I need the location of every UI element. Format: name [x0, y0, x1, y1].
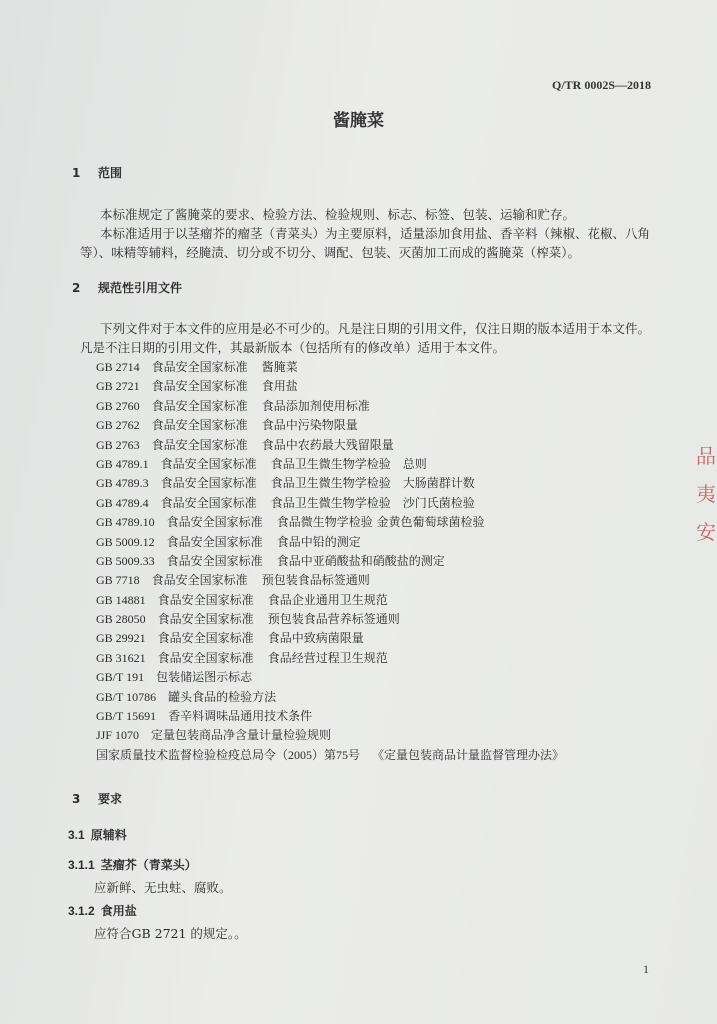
- section-1-heading: [72, 164, 122, 181]
- section-number: 1: [72, 166, 81, 180]
- reference-code: GB/T 15691: [96, 709, 157, 724]
- reference-title: 食品安全国家标准: [151, 437, 248, 452]
- reference-subtitle: 食品卫生微生物学检验 总则: [270, 456, 427, 471]
- reference-title: 食品安全国家标准: [151, 379, 248, 394]
- subsection-number: 3.1.1: [68, 858, 95, 872]
- stamp-char: 安: [696, 520, 716, 544]
- reference-title: 《定量包装商品计量监督管理办法》: [372, 747, 565, 762]
- reference-title: 食品安全国家标准: [166, 534, 263, 549]
- reference-item: [96, 688, 564, 707]
- reference-title: 食品安全国家标准: [166, 553, 263, 568]
- reference-item: [96, 610, 564, 629]
- reference-item: [96, 746, 564, 765]
- section-title: 范围: [98, 166, 123, 180]
- stamp-char: 品: [696, 444, 716, 468]
- reference-code: GB 31621: [96, 650, 146, 665]
- reference-code: GB 4789.3: [96, 476, 149, 491]
- reference-subtitle: 食用盐: [261, 379, 298, 394]
- subsection-3-1-1-text: 应新鲜、无虫蛀、腐败。: [94, 880, 232, 895]
- reference-item: [96, 416, 564, 435]
- page-number: 1: [643, 962, 649, 976]
- subsection-number: 3.1: [68, 828, 85, 842]
- stamp-char: 夷: [696, 482, 716, 506]
- reference-subtitle: 食品卫生微生物学检验 沙门氏菌检验: [270, 495, 475, 510]
- reference-subtitle: 酱腌菜: [261, 360, 298, 374]
- reference-title: 食品安全国家标准: [166, 515, 263, 530]
- reference-item: [96, 455, 564, 474]
- red-stamp-edge: [696, 440, 717, 600]
- reference-subtitle: 食品中农药最大残留限量: [261, 437, 394, 452]
- scope-paragraph-1: 本标准规定了酱腌菜的要求、检验方法、检验规则、标志、标签、包装、运输和贮存。: [100, 207, 576, 222]
- reference-code: JJF 1070: [96, 728, 140, 743]
- section-3-heading: [72, 790, 122, 807]
- reference-item: [96, 436, 564, 455]
- subsection-number: 3.1.2: [68, 904, 95, 918]
- reference-code: GB 2762: [96, 418, 140, 433]
- reference-subtitle: 食品添加剂使用标准: [261, 398, 370, 413]
- reference-item: [96, 668, 564, 687]
- subsection-3-1-2-heading: [68, 902, 137, 919]
- reference-item: [96, 552, 564, 571]
- subsection-title: 原辅料: [90, 828, 127, 842]
- reference-subtitle: 食品中污染物限量: [261, 418, 358, 433]
- reference-subtitle: 食品中亚硝酸盐和硝酸盐的测定: [276, 553, 445, 568]
- reference-item: [96, 533, 564, 552]
- reference-subtitle: 食品微生物学检验 金黄色葡萄球菌检验: [276, 515, 485, 530]
- reference-code: GB 29921: [96, 631, 146, 646]
- scope-paragraph-2: 本标准适用于以茎瘤芥的瘤茎（青菜头）为主要原料，适量添加食用盐、香辛料（辣椒、花椒、八角等）、味精等辅料，经腌渍、切分或不切分、调配、包装、灭菌加工而成的酱腌菜（榨菜）。: [80, 226, 651, 260]
- reference-item: [96, 358, 564, 377]
- reference-code: GB 5009.33: [96, 553, 155, 568]
- reference-title: 食品安全国家标准: [157, 592, 254, 607]
- subsection-title: 食用盐: [100, 904, 137, 918]
- reference-title: 食品安全国家标准: [160, 476, 257, 491]
- reference-code: GB/T 10786: [96, 689, 157, 704]
- reference-item: [96, 707, 564, 726]
- document-title: 酱腌菜: [333, 111, 384, 131]
- standard-code: Q/TR 0002S—2018: [551, 78, 651, 92]
- reference-title: 食品安全国家标准: [160, 456, 257, 471]
- reference-code: GB 5009.12: [96, 534, 155, 549]
- reference-item: [96, 571, 564, 590]
- section-number: 2: [72, 281, 81, 295]
- reference-item: [96, 513, 564, 532]
- reference-title: 罐头食品的检验方法: [168, 689, 277, 704]
- reference-code: GB 7718: [96, 573, 140, 588]
- subsection-3-1-2-text: 应符合GB 2721 的规定。。: [94, 926, 247, 941]
- reference-code: GB 2721: [96, 379, 140, 394]
- reference-title: 食品安全国家标准: [157, 612, 254, 627]
- reference-list: [96, 358, 564, 765]
- reference-item: [96, 377, 564, 396]
- reference-code: 国家质量技术监督检验检疫总局令（2005）第75号: [96, 747, 361, 762]
- reference-title: 食品安全国家标准: [157, 650, 254, 665]
- section-2-heading: [72, 279, 182, 296]
- subsection-title: 茎瘤芥（青菜头）: [100, 858, 197, 872]
- reference-title: 食品安全国家标准: [151, 360, 248, 374]
- reference-title: 香辛料调味品通用技术条件: [168, 709, 313, 724]
- reference-title: 食品安全国家标准: [151, 418, 248, 433]
- reference-code: GB 2714: [96, 360, 140, 374]
- reference-title: 包装储运图示标志: [156, 670, 253, 685]
- section-title: 规范性引用文件: [98, 281, 183, 295]
- subsection-3-1-1-heading: [68, 856, 197, 873]
- reference-code: GB 4789.10: [96, 515, 155, 530]
- reference-item: [96, 726, 564, 745]
- subsection-3-1-heading: [68, 826, 127, 843]
- reference-subtitle: 食品中铅的测定: [276, 534, 361, 549]
- reference-code: GB 2763: [96, 437, 140, 452]
- reference-title: 食品安全国家标准: [151, 573, 248, 588]
- reference-code: GB 28050: [96, 612, 146, 627]
- reference-subtitle: 食品中致病菌限量: [267, 631, 364, 646]
- reference-item: [96, 629, 564, 648]
- reference-title: 定量包装商品净含量计量检验规则: [151, 728, 332, 743]
- section-number: 3: [72, 792, 81, 806]
- reference-item: [96, 649, 564, 668]
- reference-subtitle: 预包装食品标签通则: [261, 573, 370, 588]
- reference-item: [96, 397, 564, 416]
- reference-subtitle: 预包装食品营养标签通则: [267, 612, 400, 627]
- reference-subtitle: 食品卫生微生物学检验 大肠菌群计数: [270, 476, 475, 491]
- reference-code: GB/T 191: [96, 670, 145, 685]
- reference-code: GB 2760: [96, 398, 140, 413]
- references-intro: 下列文件对于本文件的应用是必不可少的。凡是注日期的引用文件，仅注日期的版本适用于本文件。凡是不注日期的引用文件，其最新版本（包括所有的修改单）适用于本文件。: [80, 321, 651, 355]
- reference-title: 食品安全国家标准: [151, 398, 248, 413]
- section-title: 要求: [98, 792, 123, 806]
- reference-title: 食品安全国家标准: [157, 631, 254, 646]
- reference-item: [96, 494, 564, 513]
- reference-code: GB 14881: [96, 592, 146, 607]
- reference-subtitle: 食品企业通用卫生规范: [267, 592, 388, 607]
- reference-title: 食品安全国家标准: [160, 495, 257, 510]
- reference-item: [96, 591, 564, 610]
- reference-item: [96, 474, 564, 493]
- reference-code: GB 4789.1: [96, 456, 149, 471]
- reference-code: GB 4789.4: [96, 495, 149, 510]
- reference-subtitle: 食品经营过程卫生规范: [267, 650, 388, 665]
